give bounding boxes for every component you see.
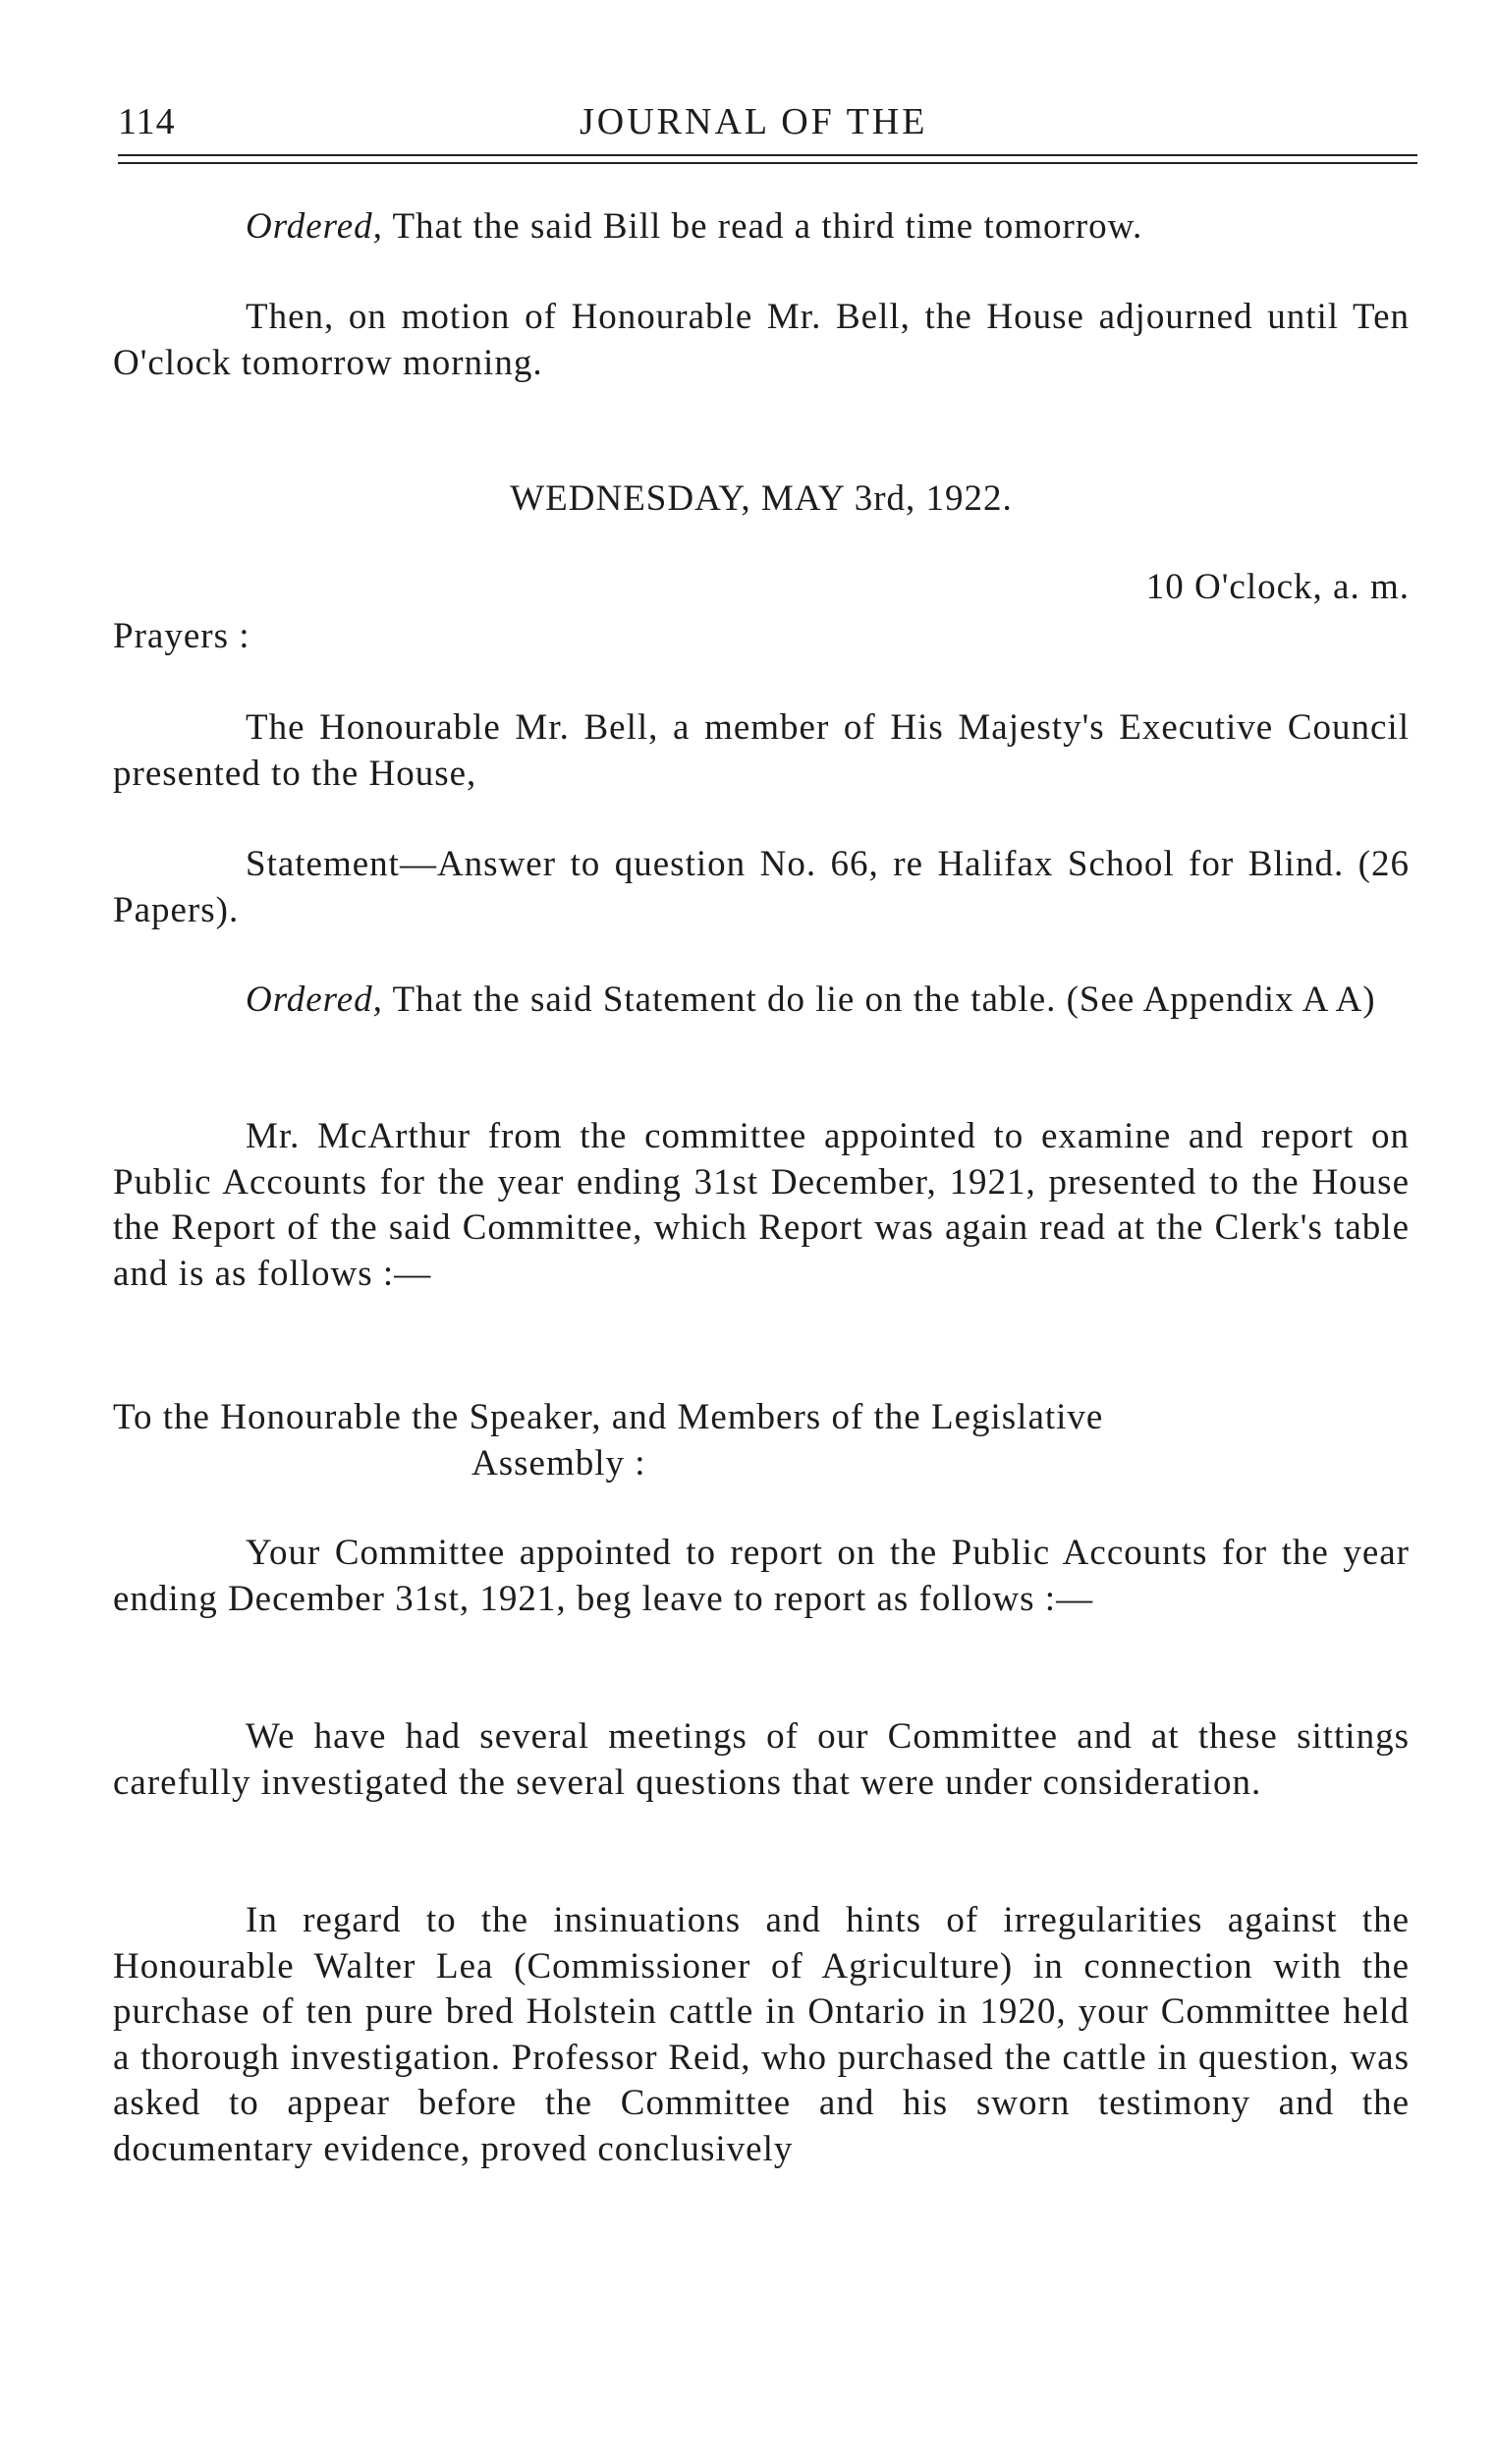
paragraph-ordered-third-reading <box>113 204 1410 251</box>
paragraph-committee-report: Your Committee appointed to report on the Public Accounts for the year ending December 31st, 1921, beg leave to report as follows :— <box>113 1533 1410 1619</box>
address-line: To the Honourable the Speaker, and Members of the Legislative <box>113 1397 1104 1437</box>
paragraph-text: That the said Bill be read a third time tomorrow. <box>382 206 1143 247</box>
header-rule-top <box>118 154 1417 156</box>
paragraph-text: That the said Statement do lie on the table. (See Appendix A A) <box>382 980 1376 1020</box>
address-line: Assembly : <box>471 1442 646 1484</box>
report-address <box>113 1395 1410 1486</box>
ordered-label: Ordered, <box>246 206 383 247</box>
paragraph-statement: Statement—Answer to question No. 66, re Halifax School for Blind. (26 Papers). <box>113 844 1410 930</box>
header-rule-bottom <box>118 162 1417 164</box>
paragraph-presented: The Honourable Mr. Bell, a member of His Majesty's Executive Council presented to the House, <box>113 707 1410 794</box>
paragraph-investigation: In regard to the insinuations and hints of irregularities against the Honourable Walter Lea (Commissioner of Agriculture) in connection with the purchase of ten pure bred Holstein cattle in Ontario in 1920, your Committee held a thorough investigation. Professor Reid, who purchased the cattle in question, was asked to appear before the Committee and his sworn testimony and the documentary evidence, proved conclusively <box>113 1900 1410 2169</box>
paragraph-adjournment: Then, on motion of Honourable Mr. Bell, the House adjourned until Ten O'clock tomorrow morning. <box>113 297 1410 383</box>
paragraph-ordered-statement <box>113 978 1410 1024</box>
paragraph-public-accounts-report: Mr. McArthur from the committee appointed to examine and report on Public Accounts for the year ending 31st December, 1921, presented to the House the Report of the said Committee, which Report was again read at the Clerk's table and is as follows :— <box>113 1116 1410 1294</box>
date-heading: WEDNESDAY, MAY 3rd, 1922. <box>510 478 1013 519</box>
prayers: Prayers : <box>113 616 250 656</box>
paragraph-meetings: We have had several meetings of our Committee and at these sittings carefully investigated the several questions that were under consideration. <box>113 1716 1410 1803</box>
ordered-label: Ordered, <box>246 980 383 1020</box>
sitting-time: 10 O'clock, a. m. <box>1145 567 1410 607</box>
running-title: JOURNAL OF THE <box>580 101 928 142</box>
page-header <box>118 90 1417 159</box>
page-number: 114 <box>118 101 176 142</box>
